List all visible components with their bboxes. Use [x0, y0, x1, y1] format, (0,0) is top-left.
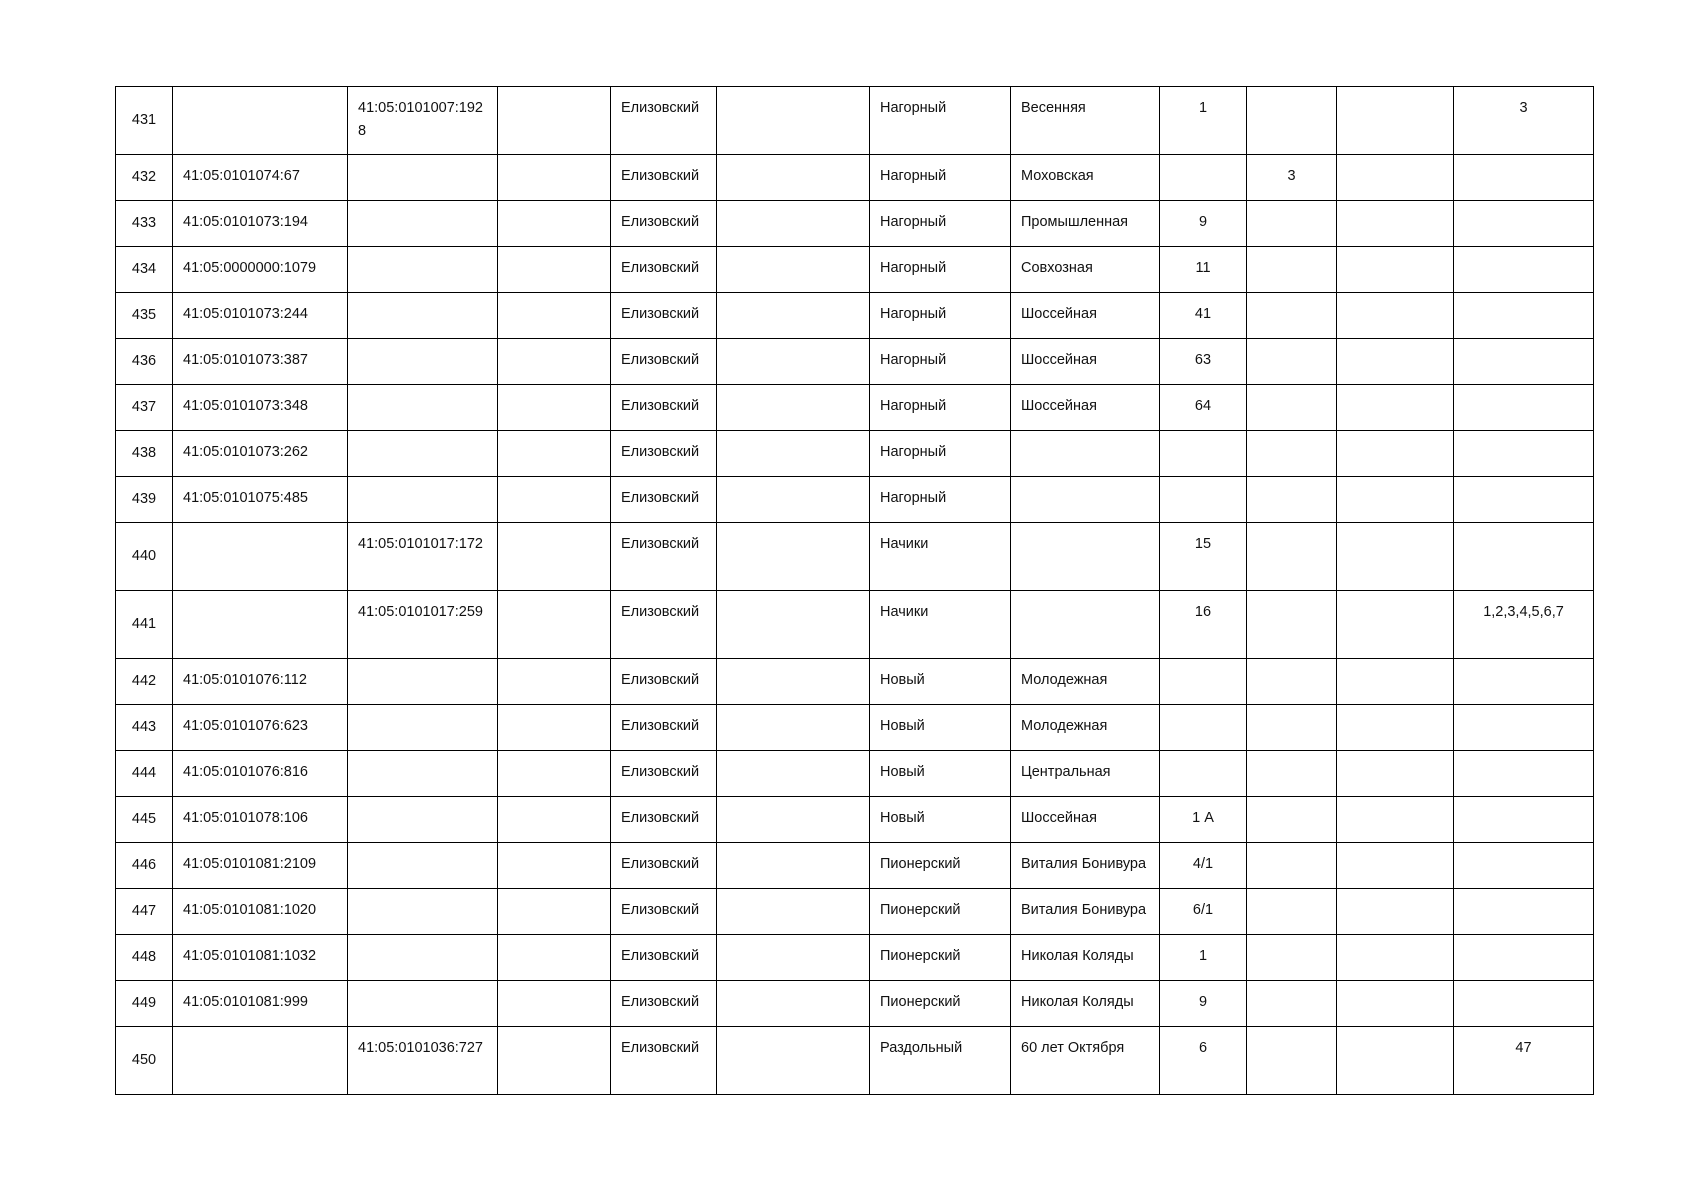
empty-cell: [717, 247, 870, 293]
row-number-cell: 431: [116, 87, 173, 155]
house-number-cell: 1: [1160, 87, 1247, 155]
row-number-cell: 437: [116, 385, 173, 431]
apartment-cell: 47: [1454, 1027, 1594, 1095]
empty-cell: [717, 385, 870, 431]
table-row: [116, 981, 1594, 1027]
land-cadastral-number-cell: 41:05:0101081:999: [173, 981, 348, 1027]
building-cadastral-number-cell: [348, 935, 498, 981]
settlement-cell: Пионерский: [870, 935, 1011, 981]
house-number-cell: [1160, 659, 1247, 705]
empty-cell: [1337, 293, 1454, 339]
row-number-cell: 440: [116, 523, 173, 591]
row-number-cell: 448: [116, 935, 173, 981]
building-cadastral-number-cell: [348, 155, 498, 201]
land-cadastral-number-cell: 41:05:0101076:816: [173, 751, 348, 797]
district-cell: Елизовский: [611, 1027, 717, 1095]
land-cadastral-number-cell: 41:05:0101081:1020: [173, 889, 348, 935]
empty-cell: [498, 889, 611, 935]
row-number-cell: 434: [116, 247, 173, 293]
land-cadastral-number-cell: 41:05:0101076:623: [173, 705, 348, 751]
apartment-cell: [1454, 659, 1594, 705]
table-row: [116, 201, 1594, 247]
table-row: [116, 247, 1594, 293]
empty-cell: [1337, 705, 1454, 751]
building-number-cell: [1247, 87, 1337, 155]
building-number-cell: [1247, 523, 1337, 591]
row-number-cell: 436: [116, 339, 173, 385]
row-number-cell: 441: [116, 591, 173, 659]
table-row: [116, 843, 1594, 889]
building-number-cell: [1247, 431, 1337, 477]
empty-cell: [498, 591, 611, 659]
building-cadastral-number-cell: [348, 293, 498, 339]
apartment-cell: [1454, 385, 1594, 431]
empty-cell: [1337, 797, 1454, 843]
empty-cell: [498, 523, 611, 591]
settlement-cell: Нагорный: [870, 477, 1011, 523]
land-cadastral-number-cell: 41:05:0101073:194: [173, 201, 348, 247]
table-row: [116, 935, 1594, 981]
settlement-cell: Новый: [870, 705, 1011, 751]
row-number-cell: 443: [116, 705, 173, 751]
building-cadastral-number-cell: [348, 659, 498, 705]
land-cadastral-number-cell: 41:05:0101073:244: [173, 293, 348, 339]
street-cell: Виталия Бонивура: [1011, 889, 1160, 935]
empty-cell: [717, 431, 870, 477]
table-row: [116, 591, 1594, 659]
empty-cell: [1337, 339, 1454, 385]
settlement-cell: Пионерский: [870, 889, 1011, 935]
district-cell: Елизовский: [611, 155, 717, 201]
street-cell: Молодежная: [1011, 705, 1160, 751]
settlement-cell: Нагорный: [870, 431, 1011, 477]
land-cadastral-number-cell: 41:05:0101073:387: [173, 339, 348, 385]
empty-cell: [498, 751, 611, 797]
settlement-cell: Начики: [870, 523, 1011, 591]
building-cadastral-number-cell: [348, 889, 498, 935]
district-cell: Елизовский: [611, 247, 717, 293]
row-number-cell: 433: [116, 201, 173, 247]
district-cell: Елизовский: [611, 385, 717, 431]
building-number-cell: [1247, 1027, 1337, 1095]
empty-cell: [1337, 477, 1454, 523]
row-number-cell: 450: [116, 1027, 173, 1095]
empty-cell: [1337, 889, 1454, 935]
house-number-cell: 64: [1160, 385, 1247, 431]
building-number-cell: [1247, 477, 1337, 523]
empty-cell: [1337, 201, 1454, 247]
empty-cell: [498, 797, 611, 843]
building-number-cell: [1247, 247, 1337, 293]
settlement-cell: Новый: [870, 659, 1011, 705]
empty-cell: [1337, 87, 1454, 155]
row-number-cell: 438: [116, 431, 173, 477]
empty-cell: [717, 339, 870, 385]
empty-cell: [1337, 591, 1454, 659]
district-cell: Елизовский: [611, 477, 717, 523]
empty-cell: [498, 705, 611, 751]
district-cell: Елизовский: [611, 339, 717, 385]
building-number-cell: [1247, 797, 1337, 843]
table-row: [116, 523, 1594, 591]
street-cell: Весенняя: [1011, 87, 1160, 155]
district-cell: Елизовский: [611, 591, 717, 659]
land-cadastral-number-cell: 41:05:0101078:106: [173, 797, 348, 843]
empty-cell: [717, 201, 870, 247]
building-cadastral-number-cell: 41:05:0101017:172: [348, 523, 498, 591]
settlement-cell: Новый: [870, 797, 1011, 843]
empty-cell: [717, 87, 870, 155]
row-number-cell: 445: [116, 797, 173, 843]
settlement-cell: Новый: [870, 751, 1011, 797]
empty-cell: [717, 477, 870, 523]
district-cell: Елизовский: [611, 889, 717, 935]
apartment-cell: [1454, 935, 1594, 981]
empty-cell: [717, 293, 870, 339]
row-number-cell: 444: [116, 751, 173, 797]
settlement-cell: Начики: [870, 591, 1011, 659]
street-cell: Николая Коляды: [1011, 935, 1160, 981]
settlement-cell: Нагорный: [870, 247, 1011, 293]
street-cell: Промышленная: [1011, 201, 1160, 247]
house-number-cell: 1: [1160, 935, 1247, 981]
house-number-cell: [1160, 477, 1247, 523]
building-number-cell: [1247, 705, 1337, 751]
district-cell: Елизовский: [611, 705, 717, 751]
apartment-cell: [1454, 201, 1594, 247]
settlement-cell: Пионерский: [870, 981, 1011, 1027]
building-number-cell: [1247, 889, 1337, 935]
building-cadastral-number-cell: [348, 385, 498, 431]
house-number-cell: 9: [1160, 201, 1247, 247]
address-register-table: [115, 86, 1594, 1095]
apartment-cell: 3: [1454, 87, 1594, 155]
table-row: [116, 385, 1594, 431]
empty-cell: [717, 705, 870, 751]
building-number-cell: 3: [1247, 155, 1337, 201]
empty-cell: [717, 981, 870, 1027]
table-row: [116, 1027, 1594, 1095]
land-cadastral-number-cell: 41:05:0101075:485: [173, 477, 348, 523]
row-number-cell: 449: [116, 981, 173, 1027]
empty-cell: [1337, 155, 1454, 201]
empty-cell: [498, 247, 611, 293]
row-number-cell: 439: [116, 477, 173, 523]
apartment-cell: [1454, 843, 1594, 889]
settlement-cell: Пионерский: [870, 843, 1011, 889]
table-row: [116, 751, 1594, 797]
empty-cell: [498, 981, 611, 1027]
settlement-cell: Нагорный: [870, 87, 1011, 155]
street-cell: [1011, 431, 1160, 477]
building-cadastral-number-cell: [348, 431, 498, 477]
empty-cell: [1337, 751, 1454, 797]
street-cell: Шоссейная: [1011, 293, 1160, 339]
apartment-cell: [1454, 705, 1594, 751]
apartment-cell: [1454, 247, 1594, 293]
district-cell: Елизовский: [611, 293, 717, 339]
street-cell: Молодежная: [1011, 659, 1160, 705]
building-number-cell: [1247, 385, 1337, 431]
empty-cell: [498, 339, 611, 385]
street-cell: Совхозная: [1011, 247, 1160, 293]
table-row: [116, 293, 1594, 339]
table-row: [116, 705, 1594, 751]
house-number-cell: 63: [1160, 339, 1247, 385]
table-row: [116, 889, 1594, 935]
empty-cell: [1337, 935, 1454, 981]
district-cell: Елизовский: [611, 751, 717, 797]
house-number-cell: 9: [1160, 981, 1247, 1027]
street-cell: Центральная: [1011, 751, 1160, 797]
building-cadastral-number-cell: [348, 247, 498, 293]
street-cell: Николая Коляды: [1011, 981, 1160, 1027]
empty-cell: [717, 797, 870, 843]
building-number-cell: [1247, 339, 1337, 385]
building-cadastral-number-cell: [348, 843, 498, 889]
building-cadastral-number-cell: 41:05:0101017:259: [348, 591, 498, 659]
land-cadastral-number-cell: 41:05:0101073:262: [173, 431, 348, 477]
empty-cell: [498, 293, 611, 339]
district-cell: Елизовский: [611, 797, 717, 843]
house-number-cell: [1160, 431, 1247, 477]
street-cell: Шоссейная: [1011, 339, 1160, 385]
house-number-cell: [1160, 705, 1247, 751]
land-cadastral-number-cell: [173, 1027, 348, 1095]
house-number-cell: 16: [1160, 591, 1247, 659]
building-number-cell: [1247, 201, 1337, 247]
empty-cell: [498, 843, 611, 889]
land-cadastral-number-cell: 41:05:0101076:112: [173, 659, 348, 705]
street-cell: [1011, 591, 1160, 659]
building-cadastral-number-cell: [348, 477, 498, 523]
district-cell: Елизовский: [611, 659, 717, 705]
land-cadastral-number-cell: [173, 523, 348, 591]
settlement-cell: Нагорный: [870, 339, 1011, 385]
district-cell: Елизовский: [611, 201, 717, 247]
land-cadastral-number-cell: 41:05:0101081:1032: [173, 935, 348, 981]
apartment-cell: [1454, 751, 1594, 797]
district-cell: Елизовский: [611, 843, 717, 889]
land-cadastral-number-cell: [173, 87, 348, 155]
house-number-cell: [1160, 751, 1247, 797]
building-cadastral-number-cell: [348, 339, 498, 385]
empty-cell: [498, 201, 611, 247]
table-row: [116, 87, 1594, 155]
apartment-cell: [1454, 293, 1594, 339]
empty-cell: [1337, 431, 1454, 477]
building-number-cell: [1247, 843, 1337, 889]
empty-cell: [1337, 385, 1454, 431]
building-number-cell: [1247, 659, 1337, 705]
row-number-cell: 442: [116, 659, 173, 705]
empty-cell: [498, 1027, 611, 1095]
empty-cell: [717, 935, 870, 981]
building-cadastral-number-cell: 41:05:0101036:727: [348, 1027, 498, 1095]
row-number-cell: 446: [116, 843, 173, 889]
settlement-cell: Нагорный: [870, 385, 1011, 431]
apartment-cell: [1454, 155, 1594, 201]
apartment-cell: [1454, 339, 1594, 385]
district-cell: Елизовский: [611, 935, 717, 981]
table-row: [116, 659, 1594, 705]
empty-cell: [717, 155, 870, 201]
district-cell: Елизовский: [611, 981, 717, 1027]
street-cell: Моховская: [1011, 155, 1160, 201]
row-number-cell: 432: [116, 155, 173, 201]
building-number-cell: [1247, 935, 1337, 981]
empty-cell: [1337, 523, 1454, 591]
building-cadastral-number-cell: [348, 797, 498, 843]
empty-cell: [498, 935, 611, 981]
empty-cell: [717, 751, 870, 797]
house-number-cell: 1 А: [1160, 797, 1247, 843]
land-cadastral-number-cell: [173, 591, 348, 659]
settlement-cell: Нагорный: [870, 155, 1011, 201]
street-cell: Шоссейная: [1011, 797, 1160, 843]
district-cell: Елизовский: [611, 431, 717, 477]
settlement-cell: Раздольный: [870, 1027, 1011, 1095]
empty-cell: [717, 523, 870, 591]
empty-cell: [498, 477, 611, 523]
land-cadastral-number-cell: 41:05:0101073:348: [173, 385, 348, 431]
street-cell: [1011, 523, 1160, 591]
street-cell: [1011, 477, 1160, 523]
apartment-cell: [1454, 889, 1594, 935]
land-cadastral-number-cell: 41:05:0101074:67: [173, 155, 348, 201]
building-number-cell: [1247, 293, 1337, 339]
house-number-cell: 41: [1160, 293, 1247, 339]
empty-cell: [498, 87, 611, 155]
empty-cell: [717, 889, 870, 935]
house-number-cell: 6/1: [1160, 889, 1247, 935]
row-number-cell: 435: [116, 293, 173, 339]
building-cadastral-number-cell: [348, 201, 498, 247]
street-cell: Виталия Бонивура: [1011, 843, 1160, 889]
district-cell: Елизовский: [611, 523, 717, 591]
street-cell: 60 лет Октября: [1011, 1027, 1160, 1095]
empty-cell: [498, 385, 611, 431]
house-number-cell: 4/1: [1160, 843, 1247, 889]
house-number-cell: 6: [1160, 1027, 1247, 1095]
empty-cell: [498, 155, 611, 201]
building-number-cell: [1247, 981, 1337, 1027]
building-number-cell: [1247, 591, 1337, 659]
table-row: [116, 339, 1594, 385]
empty-cell: [1337, 981, 1454, 1027]
empty-cell: [1337, 1027, 1454, 1095]
street-cell: Шоссейная: [1011, 385, 1160, 431]
building-number-cell: [1247, 751, 1337, 797]
empty-cell: [1337, 247, 1454, 293]
settlement-cell: Нагорный: [870, 201, 1011, 247]
empty-cell: [717, 843, 870, 889]
apartment-cell: [1454, 981, 1594, 1027]
apartment-cell: [1454, 797, 1594, 843]
building-cadastral-number-cell: [348, 981, 498, 1027]
building-cadastral-number-cell: [348, 751, 498, 797]
house-number-cell: [1160, 155, 1247, 201]
building-cadastral-number-cell: [348, 705, 498, 751]
table-row: [116, 477, 1594, 523]
apartment-cell: [1454, 477, 1594, 523]
settlement-cell: Нагорный: [870, 293, 1011, 339]
empty-cell: [498, 431, 611, 477]
house-number-cell: 15: [1160, 523, 1247, 591]
table-row: [116, 431, 1594, 477]
land-cadastral-number-cell: 41:05:0000000:1079: [173, 247, 348, 293]
row-number-cell: 447: [116, 889, 173, 935]
empty-cell: [1337, 659, 1454, 705]
land-cadastral-number-cell: 41:05:0101081:2109: [173, 843, 348, 889]
apartment-cell: [1454, 523, 1594, 591]
apartment-cell: [1454, 431, 1594, 477]
empty-cell: [717, 659, 870, 705]
house-number-cell: 11: [1160, 247, 1247, 293]
empty-cell: [498, 659, 611, 705]
empty-cell: [1337, 843, 1454, 889]
table-row: [116, 155, 1594, 201]
district-cell: Елизовский: [611, 87, 717, 155]
empty-cell: [717, 591, 870, 659]
apartment-cell: 1,2,3,4,5,6,7: [1454, 591, 1594, 659]
table-row: [116, 797, 1594, 843]
table-body: [116, 87, 1594, 1095]
empty-cell: [717, 1027, 870, 1095]
building-cadastral-number-cell: 41:05:0101007:1928: [348, 87, 498, 155]
